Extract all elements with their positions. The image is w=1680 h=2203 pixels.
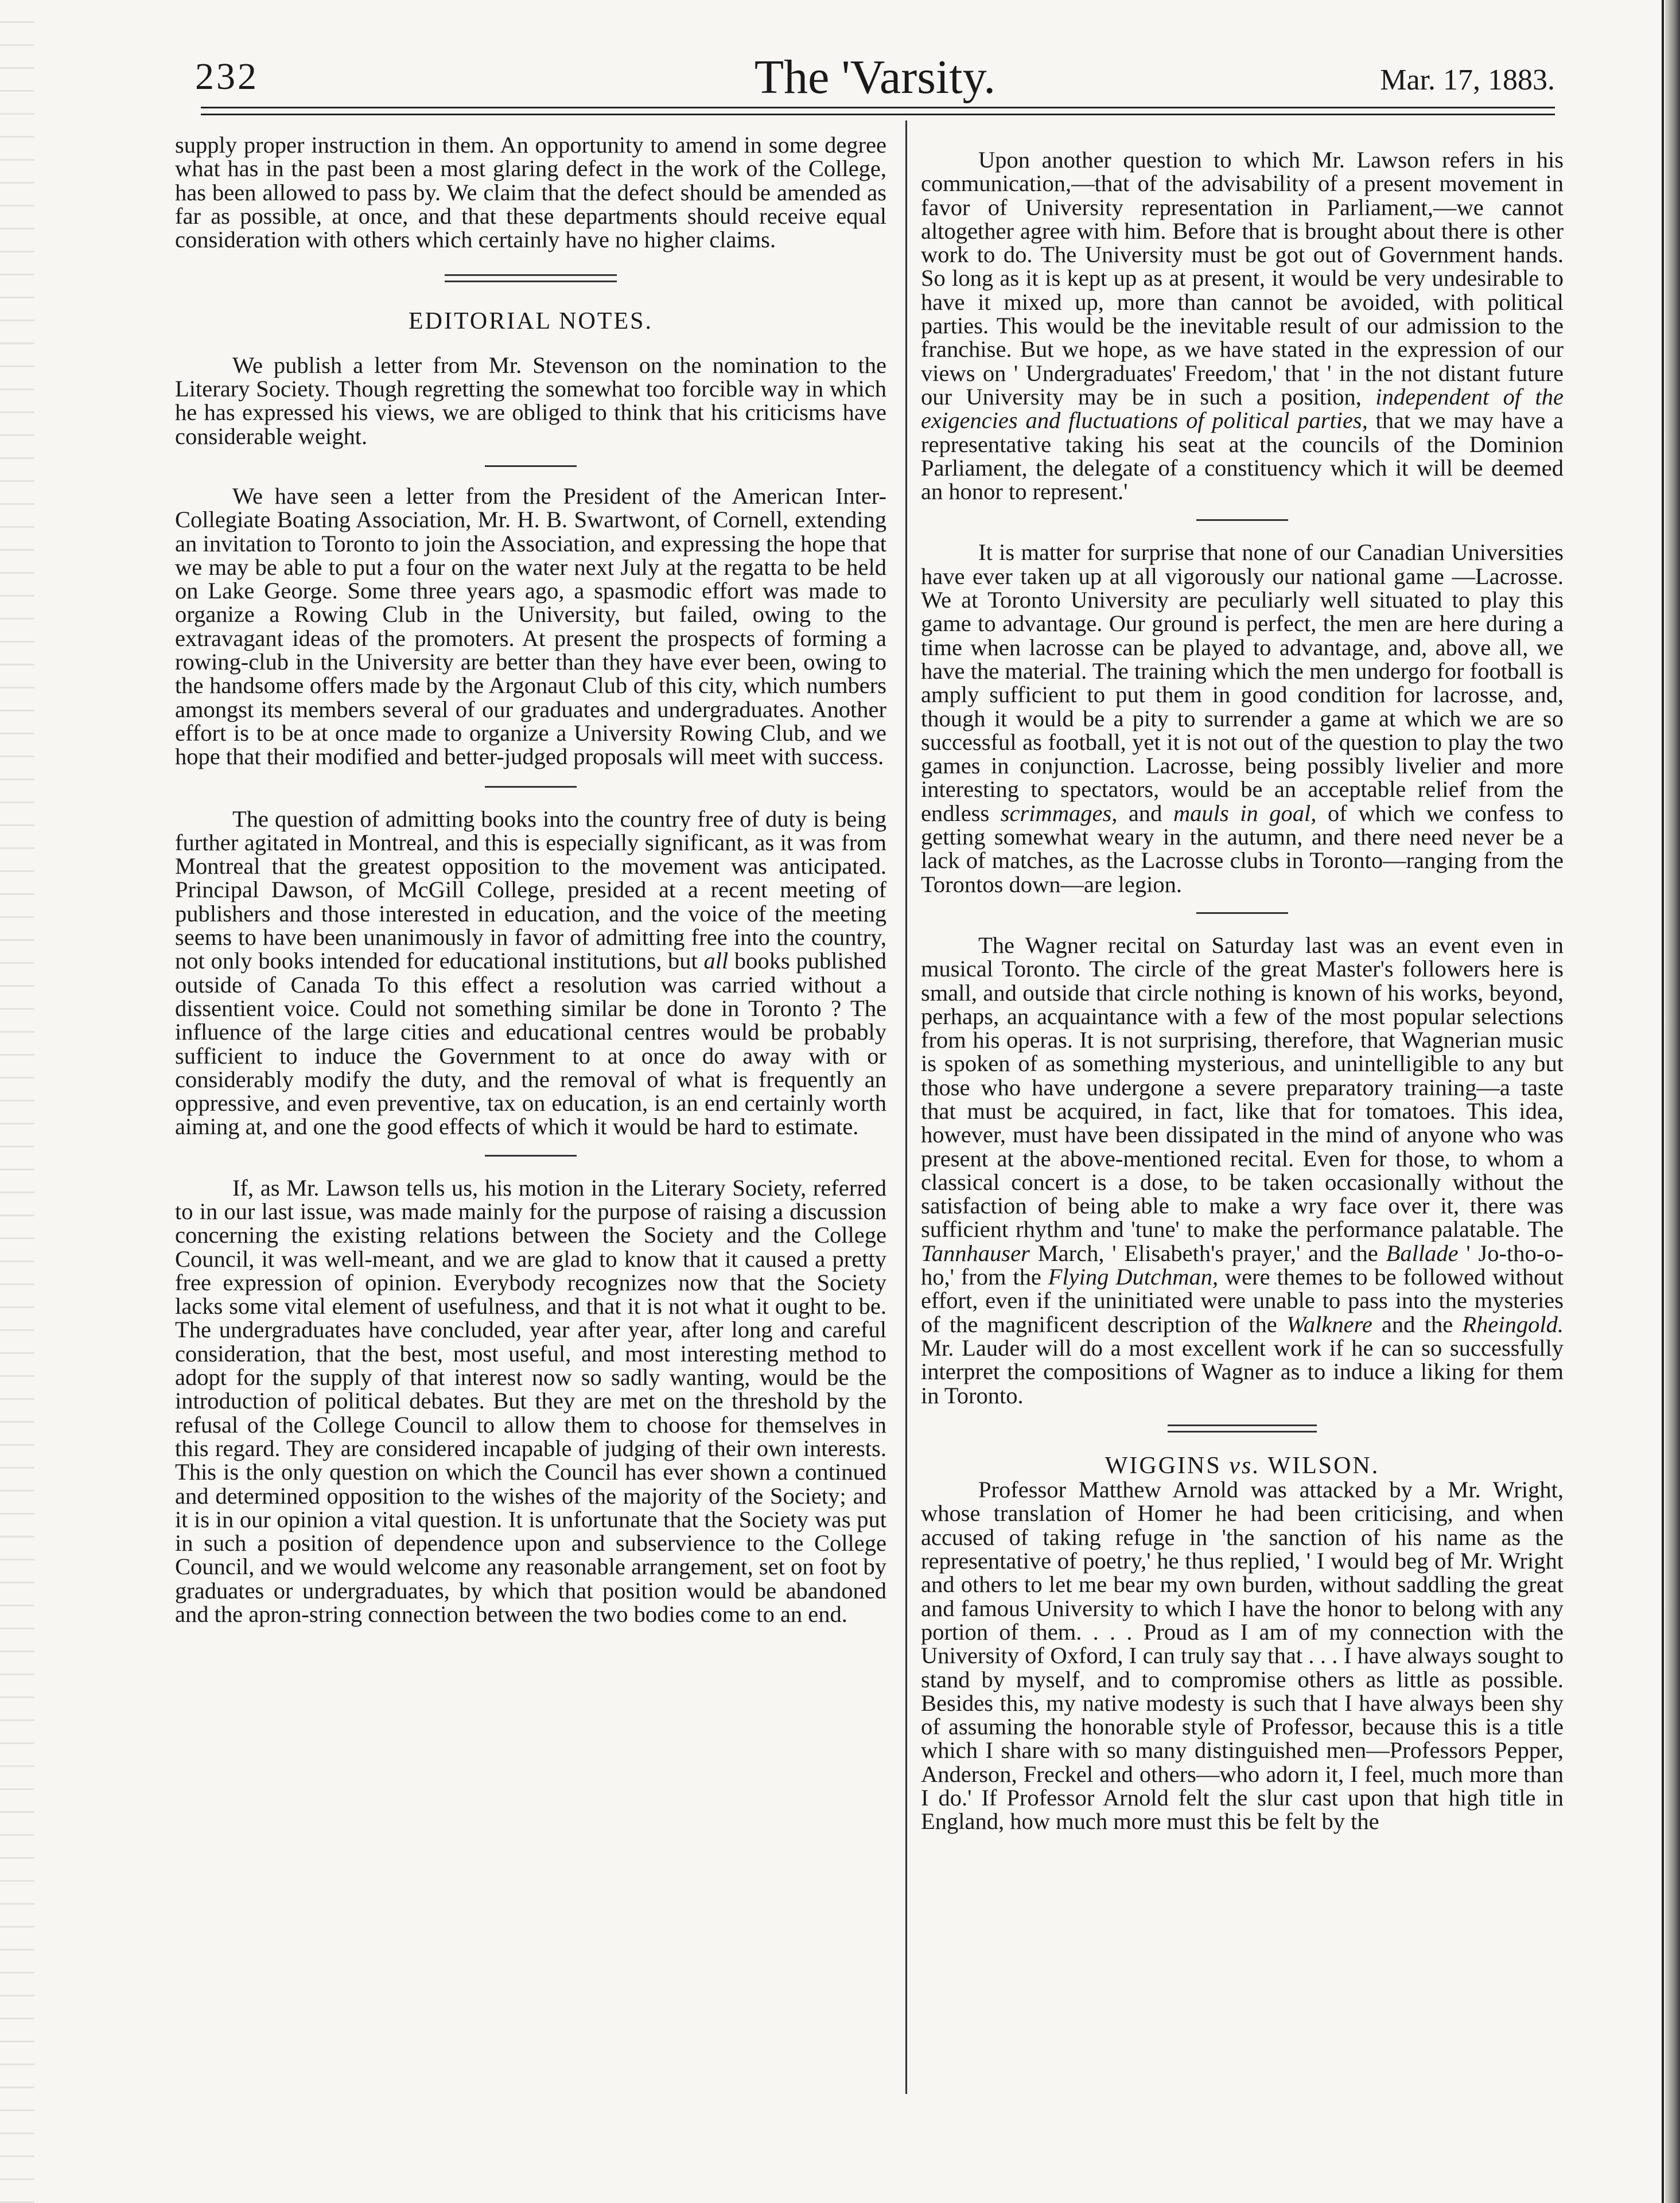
- emphasis: Ballade: [1386, 1240, 1459, 1266]
- right-column: [921, 148, 1564, 1834]
- section-heading-wiggins-vs-wilson: WIGGINS vs. WILSON.: [1105, 1452, 1380, 1479]
- paragraph-lawson: If, as Mr. Lawson tells us, his motion in the Literary Society, referred to in our last issue, was made mainly for the purpose of raising a discussion concerning the existing relations between the Society and the College Council, it was well-meant, and we are glad to know that it caused a pretty free expression of opinion. Everybody recognizes now that the Society lacks some vital element of usefulness, and that it is not what it ought to be. The undergraduates have concluded, year after year, after long and careful consideration, that the best, most useful, and most interesting method to adopt for the supply of that interest now so sadly wanting, would be the introduction of political debates. But they are met on the threshold by the refusal of the College Council to allow them to choose for themselves in this regard. They are considered incapable of judging of their own interests. This is the only question on which the Council has ever shown a continued and determined opposition to the wishes of the majority of the Society; and it is in our opinion a vital question. It is unfortunate that the Society was put in such a position of dependence upon and subservience to the College Council, and we would welcome any reasonable arrangement, set on foot by graduates or undergraduates, by which that position would be abandoned and the apron-string connection between the two bodies come to an end.: [175, 1174, 886, 1628]
- paragraph-wiggins: Professor Matthew Arnold was attacked by a Mr. Wright, whose translation of Homer he had been criticising, and when accused of taking refuge in 'the sanction of his name as the representative of poetry,' he thus replied, ' I would beg of Mr. Wright and others to let me bear my own burden, without saddling the great and famous University to which I have the honor to belong with any portion of them. . . . Proud as I am of my connection with the University of Oxford, I can truly say that . . . I have always sought to stand by myself, and to compromise others as little as possible. Besides this, my native modesty is such that I have always been shy of assuming the honorable style of Professor, because this is a title which I share with so many distinguished men—Professors Pepper, Anderson, Freckel and others—who adorn it, I feel, much more than I do.' If Professor Arnold felt the slur cast upon that high title in England, how much more must this be felt by the: [921, 1477, 1564, 1835]
- paragraph-wagner: The Wagner recital on Saturday last was an event even in musical Toronto. The circle of the great Master's followers here is small, and outside that circle nothing is known of his works, beyond, perhaps, an acquaintance with a few of the most popular selections from his operas. It is not surprising, therefore, that Wagnerian music is spoken of as something mysterious, and unintelligible to any but those who have undergone a severe preparatory training—a taste that must be acquired, in fact, like that for tomatoes. This idea, however, must have been dissipated in the mind of anyone who was present at the above-mentioned recital. Even for those, to whom a classical concert is a dose, to be taken occasionally without the satisfaction of being able to make a wry face over it, there was sufficient rhythm and 'tune' to make the performance palatable. The Tannhauser March, ' Elisabeth's prayer,' and the Ballade ' Jo-tho-o-ho,' from the Flying Dutchman, were themes to be followed without effort, even if the uninitiated were unable to pass into the mysteries of the magnificent description of the Walknere and the Rheingold. Mr. Lauder will do a most excellent work if he can so successfully interpret the compositions of Wagner as to induce a liking for them in Toronto.: [921, 932, 1564, 1408]
- paragraph-parliament: Upon another question to which Mr. Lawson refers in his communication,—that of the advisability of a present movement in favor of University representation in Parliament,—we cannot altogether agree with him. Before that is brought about there is other work to do. The University must be got out of Government hands. So long as it is kept up as at present, it would be very undesirable to have it mixed up, more than cannot be avoided, with political parties. This would be the inevitable result of our admission to the franchise. But we hope, as we have stated in the expression of our views on ' Undergraduates' Freedom,' that ' in the not distant future our University may be in such a position, independent of the exigencies and fluctuations of political parties, that we may have a representative taking his seat at the councils of the Dominion Parliament, the delegate of a constituency which it will be deemed an honor to represent.': [921, 147, 1564, 505]
- page-number: 232: [195, 56, 259, 98]
- column-divider: [905, 120, 907, 2094]
- double-rule: [1168, 1424, 1317, 1433]
- page-edge-line: [1662, 0, 1664, 2203]
- emphasis: independent of the exigencies and fluctuations of political parties,: [921, 383, 1564, 434]
- issue-date: Mar. 17, 1883.: [1380, 64, 1555, 96]
- emphasis: mauls in goal,: [1173, 800, 1317, 826]
- header-rule: [201, 107, 1555, 108]
- binding-edge: [1665, 0, 1680, 2203]
- section-heading-editorial-notes: EDITORIAL NOTES.: [409, 308, 653, 335]
- emphasis: Flying Dutchman,: [1048, 1264, 1219, 1290]
- paragraph-lacrosse: It is matter for surprise that none of our Canadian Universities have ever taken up at all vigorously our national game —Lacrosse. We at Toronto University are peculiarly well situated to play this game to advantage. Our ground is perfect, the men are here during a time when lacrosse can be played to advantage, and, above all, we have the material. The training which the men undergo for football is amply sufficient to put them in good condition for lacrosse, and, though it would be a pity to surrender a game at which we are so successful as football, yet it is not out of the question to play the two games in conjunction. Lacrosse, being possibly livelier and more interesting to spectators, would be an acceptable relief from the endless scrimmages, and mauls in goal, of which we confess to getting somewhat weary in the autumn, and there need never be a lack of matches, as the Lacrosse clubs in Toronto—ranging from the Torontos down—are legion.: [921, 539, 1564, 897]
- emphasis: all: [703, 948, 729, 974]
- emphasis: Walknere: [1286, 1311, 1372, 1337]
- emphasis: Rheingold.: [1462, 1311, 1564, 1337]
- paragraph-intro: supply proper instruction in them. An opportunity to amend in some degree what has in the past been a most glaring defect in the work of the College, has been allowed to pass by. We claim that the defect should be amended as far as possible, at once, and that these departments should receive equal consideration with others which certainly have no higher claims.: [175, 132, 886, 253]
- emphasis: scrimmages,: [1000, 800, 1118, 826]
- masthead: The 'Varsity.: [754, 50, 996, 104]
- header-rule-lower: [201, 114, 1555, 115]
- paragraph-rowing: We have seen a letter from the President of the American Inter-Collegiate Boating Association, Mr. H. B. Swartwont, of Cornell, extending an invitation to Toronto to join the Association, and expressing the hope that we may be able to put a four on the water next July at the regatta to be held on Lake George. Some three years ago, a spasmodic effort was made to organize a Rowing Club in the University, but failed, owing to the extravagant ideas of the promoters. At present the prospects of forming a rowing-club in the University are better than they have ever been, owing to the handsome offers made by the Argonaut Club of this city, which numbers amongst its members several of our graduates and undergraduates. Another effort is to be at once made to organize a University Rowing Club, and we hope that their modified and better-judged proposals will meet with success.: [175, 482, 886, 770]
- scan-speckles: [0, 0, 34, 2203]
- paragraph-books: The question of admitting books into the country free of duty is being further agitated in Montreal, and this is especially significant, as it was from Montreal that the greatest opposition to the movement was anticipated. Principal Dawson, of McGill College, presided at a recent meeting of publishers and those interested in education, and the voice of the meeting seems to have been unanimously in favor of admitting free into the country, not only books intended for educational institutions, but all books published outside of Canada To this effect a resolution was carried without a dissentient voice. Could not something similar be done in Toronto ? The influence of the large cities and educational centres would be probably sufficient to induce the Government to at once do away with or considerably modify the duty, and the removal of what is frequently an oppressive, and even preventive, tax on education, is an end certainly worth aiming at, and one the good effects of which it would be hard to estimate.: [175, 805, 886, 1140]
- emphasis: Tannhauser: [921, 1240, 1030, 1266]
- paragraph-stevenson: We publish a letter from Mr. Stevenson on the nomination to the Literary Society. Though regretting the somewhat too forcible way in which he has expressed his views, we are obliged to think that his criticisms have considerable weight.: [175, 352, 886, 449]
- left-column: [175, 133, 886, 1626]
- page-header: [195, 50, 1555, 112]
- double-rule: [445, 274, 617, 282]
